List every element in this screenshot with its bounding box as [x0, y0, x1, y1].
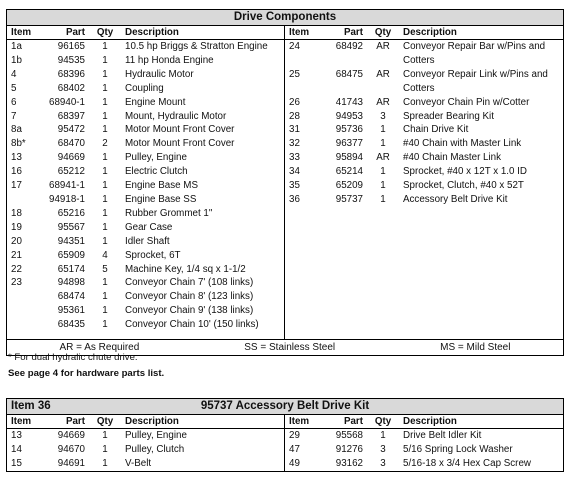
- description-cell: Sprocket, 6T: [125, 249, 181, 261]
- description-cell: Drive Belt Idler Kit: [403, 430, 482, 441]
- table-row: [7, 429, 284, 443]
- item-cell: 19: [11, 221, 22, 233]
- legend-ar: AR = As Required: [59, 342, 140, 353]
- description-cell: Gear Case: [125, 221, 173, 233]
- header-part: Part: [65, 27, 85, 38]
- drive-components-title: Drive Components: [7, 10, 563, 26]
- item-cell: 22: [11, 263, 22, 275]
- header-description: Description: [403, 416, 457, 427]
- qty-cell: 1: [102, 430, 108, 441]
- part-cell: 68402: [57, 82, 85, 94]
- qty-cell: 5: [102, 263, 108, 275]
- kit-title: 95737 Accessory Belt Drive Kit: [200, 400, 370, 412]
- description-cell: Conveyor Chain 9' (138 links): [125, 305, 254, 317]
- header-description: Description: [125, 27, 179, 38]
- description-cell: 5/16-18 x 3/4 Hex Cap Screw: [403, 457, 531, 469]
- description-cell: 11 hp Honda Engine: [125, 54, 214, 66]
- legend-ss: SS = Stainless Steel: [244, 342, 336, 353]
- description-cell: Hydraulic Motor: [125, 68, 194, 80]
- qty-cell: AR: [376, 41, 390, 52]
- item-cell: 5: [11, 82, 17, 94]
- part-cell: 65209: [335, 180, 363, 192]
- header-part: Part: [343, 27, 363, 38]
- qty-cell: 1: [380, 180, 386, 192]
- item-cell: 36: [289, 193, 300, 205]
- part-cell: 68435: [57, 319, 85, 331]
- table-row-continuation: [285, 54, 563, 68]
- description-cell: Chain Drive Kit: [403, 124, 469, 136]
- item-cell: 4: [11, 68, 17, 80]
- item-cell: 31: [289, 124, 300, 136]
- table-row: [285, 429, 563, 443]
- table-row: [285, 193, 563, 207]
- qty-cell: 1: [102, 96, 108, 108]
- item-cell: 18: [11, 207, 22, 219]
- header-qty: Qty: [96, 27, 114, 38]
- description-cell: 5/16 Spring Lock Washer: [403, 443, 513, 455]
- part-cell: 41743: [335, 96, 363, 108]
- table-row: [7, 82, 284, 96]
- description-cell: Spreader Bearing Kit: [403, 110, 494, 122]
- qty-cell: 1: [102, 54, 108, 66]
- description-cell: Conveyor Repair Link w/Pins and: [403, 68, 548, 80]
- description-cell: Engine Mount: [125, 96, 186, 108]
- item-cell: 28: [289, 110, 300, 122]
- header-item: Item: [11, 27, 32, 38]
- item-cell: 26: [289, 96, 300, 108]
- header-qty: Qty: [374, 27, 392, 38]
- part-cell: 94953: [335, 110, 363, 122]
- table-row: [285, 96, 563, 110]
- table-row: [7, 443, 284, 457]
- table-row: [7, 249, 284, 263]
- description-cell: Rubber Grommet 1": [125, 207, 213, 219]
- part-cell: 65174: [57, 263, 85, 275]
- hardware-note: See page 4 for hardware parts list.: [8, 368, 165, 379]
- drive-left-column: [7, 40, 285, 339]
- table-row: [285, 179, 563, 193]
- table-row-continuation: [285, 82, 563, 96]
- part-cell: 94669: [57, 152, 85, 164]
- kit-header-row: [7, 415, 563, 429]
- description-cell: #40 Chain Master Link: [403, 152, 502, 164]
- qty-cell: 1: [102, 68, 108, 80]
- qty-cell: 1: [102, 166, 108, 178]
- qty-cell: AR: [376, 152, 390, 164]
- item-cell: 15: [11, 457, 22, 469]
- part-cell: 68397: [57, 110, 85, 122]
- part-cell: 94351: [57, 235, 85, 247]
- part-cell: 91276: [335, 443, 363, 455]
- qty-cell: 1: [102, 319, 108, 331]
- table-row: [285, 165, 563, 179]
- item-cell: 6: [11, 96, 17, 108]
- part-cell: 94670: [57, 443, 85, 455]
- description-cell: Motor Mount Front Cover: [125, 124, 235, 136]
- kit-body: [7, 429, 563, 471]
- qty-cell: AR: [376, 68, 390, 80]
- qty-cell: 3: [380, 457, 386, 469]
- item-cell: 1a: [11, 41, 22, 52]
- table-row: [285, 443, 563, 457]
- qty-cell: 1: [102, 41, 108, 52]
- item-cell: 7: [11, 110, 17, 122]
- table-row: [7, 40, 284, 54]
- description-cell: Electric Clutch: [125, 166, 188, 178]
- description-cell: Idler Shaft: [125, 235, 170, 247]
- item-cell: 25: [289, 68, 300, 80]
- description-cell: Conveyor Repair Bar w/Pins and: [403, 41, 546, 52]
- description-cell: Pulley, Engine: [125, 430, 187, 441]
- kit-title-bar: [7, 399, 563, 415]
- drive-right-column: [285, 40, 563, 339]
- drive-header-row: [7, 26, 563, 40]
- qty-cell: 1: [102, 443, 108, 455]
- description-cell: Pulley, Clutch: [125, 443, 185, 455]
- legend-ms: MS = Mild Steel: [440, 342, 511, 353]
- table-row: [7, 179, 284, 193]
- description-cell: Mount, Hydraulic Motor: [125, 110, 227, 122]
- part-cell: 94691: [57, 457, 85, 469]
- table-row: [7, 457, 284, 471]
- kit-left-column: [7, 429, 285, 471]
- item-cell: 8a: [11, 124, 22, 136]
- description-cell: Conveyor Chain 7' (108 links): [125, 277, 254, 289]
- qty-cell: 1: [102, 110, 108, 122]
- item-cell: 29: [289, 430, 300, 441]
- description-cell: Machine Key, 1/4 sq x 1-1/2: [125, 263, 246, 275]
- header-qty: Qty: [96, 416, 114, 427]
- qty-cell: AR: [376, 96, 390, 108]
- table-row: [285, 123, 563, 137]
- item-cell: [7, 290, 45, 304]
- part-cell: 94898: [57, 277, 85, 289]
- description-cell: Sprocket, #40 x 12T x 1.0 ID: [403, 166, 527, 178]
- description-cell: Conveyor Chain 10' (150 links): [125, 319, 259, 331]
- part-cell: 94535: [57, 54, 85, 66]
- item-cell: 23: [11, 277, 22, 289]
- table-row: [7, 165, 284, 179]
- header-description: Description: [403, 27, 457, 38]
- table-row: [7, 151, 284, 165]
- qty-cell: 1: [102, 221, 108, 233]
- table-row: [285, 457, 563, 471]
- part-cell: 95737: [335, 193, 363, 205]
- item-cell: 17: [11, 180, 22, 192]
- description-cell: Cotters: [403, 54, 435, 66]
- part-cell: 94669: [57, 430, 85, 441]
- part-cell: 68475: [335, 68, 363, 80]
- item-cell: 34: [289, 166, 300, 178]
- description-cell: Engine Base MS: [125, 180, 198, 192]
- qty-cell: 3: [380, 110, 386, 122]
- description-cell: #40 Chain with Master Link: [403, 138, 522, 150]
- description-cell: Engine Base SS: [125, 193, 197, 205]
- part-cell: 65909: [57, 249, 85, 261]
- description-cell: V-Belt: [125, 457, 152, 469]
- qty-cell: 1: [102, 180, 108, 192]
- item-cell: 14: [11, 443, 22, 455]
- qty-cell: 1: [102, 193, 108, 205]
- part-cell: 93162: [335, 457, 363, 469]
- table-row: [7, 123, 284, 137]
- item-cell: 8b*: [11, 138, 26, 150]
- qty-cell: 1: [102, 235, 108, 247]
- part-cell: 95472: [57, 124, 85, 136]
- item-cell: 1b: [11, 54, 22, 66]
- table-row: [285, 151, 563, 165]
- item-cell: 16: [11, 166, 22, 178]
- table-row: [7, 137, 284, 151]
- description-cell: Conveyor Chain Pin w/Cotter: [403, 96, 530, 108]
- part-cell: 95736: [335, 124, 363, 136]
- item-cell: 21: [11, 249, 22, 261]
- part-cell: 96165: [57, 41, 85, 52]
- qty-cell: 1: [102, 207, 108, 219]
- qty-cell: 3: [380, 443, 386, 455]
- part-cell: 68941-1: [49, 180, 85, 192]
- item-cell: [7, 193, 45, 207]
- qty-cell: 1: [102, 152, 108, 164]
- header-description: Description: [125, 416, 179, 427]
- table-row: [7, 318, 284, 332]
- part-cell: 65212: [57, 166, 85, 178]
- item-cell: 32: [289, 138, 300, 150]
- description-cell: Accessory Belt Drive Kit: [403, 193, 508, 205]
- description-cell: Coupling: [125, 82, 164, 94]
- table-row: [7, 276, 284, 290]
- table-row: [285, 40, 563, 54]
- part-cell: 94918-1: [49, 193, 85, 205]
- qty-cell: 1: [380, 166, 386, 178]
- qty-cell: 1: [102, 82, 108, 94]
- qty-cell: 1: [102, 457, 108, 469]
- kit-item-label: Item 36: [11, 400, 51, 412]
- part-cell: 68474: [57, 291, 85, 303]
- part-cell: 68492: [335, 41, 363, 52]
- table-row: [7, 193, 284, 207]
- part-cell: 65216: [57, 207, 85, 219]
- qty-cell: 4: [102, 249, 108, 261]
- part-cell: 95567: [57, 221, 85, 233]
- item-cell: 13: [11, 152, 22, 164]
- table-row: [7, 263, 284, 277]
- qty-cell: 1: [102, 291, 108, 303]
- qty-cell: 1: [380, 193, 386, 205]
- qty-cell: 1: [102, 124, 108, 136]
- item-cell: 35: [289, 180, 300, 192]
- qty-cell: 1: [102, 277, 108, 289]
- item-cell: 49: [289, 457, 300, 469]
- item-cell: [7, 318, 45, 332]
- part-cell: 96377: [335, 138, 363, 150]
- table-row: [7, 221, 284, 235]
- part-cell: 95894: [335, 152, 363, 164]
- table-row: [285, 110, 563, 124]
- part-cell: 68470: [57, 138, 85, 150]
- accessory-kit-table: [6, 398, 564, 472]
- part-cell: 68940-1: [49, 96, 85, 108]
- header-qty: Qty: [374, 416, 392, 427]
- table-row: [7, 54, 284, 68]
- drive-body: [7, 40, 563, 339]
- description-cell: Conveyor Chain 8' (123 links): [125, 291, 254, 303]
- qty-cell: 1: [380, 138, 386, 150]
- item-cell: 13: [11, 430, 22, 441]
- qty-cell: 1: [380, 430, 386, 441]
- table-row: [7, 304, 284, 318]
- item-cell: 20: [11, 235, 22, 247]
- qty-cell: 2: [102, 138, 108, 150]
- table-row: [7, 96, 284, 110]
- table-row: [285, 137, 563, 151]
- description-cell: Sprocket, Clutch, #40 x 52T: [403, 180, 524, 192]
- table-row: [7, 235, 284, 249]
- item-cell: 47: [289, 443, 300, 455]
- part-cell: 95361: [57, 305, 85, 317]
- part-cell: 68396: [57, 68, 85, 80]
- header-part: Part: [65, 416, 85, 427]
- header-item: Item: [289, 416, 310, 427]
- part-cell: 65214: [335, 166, 363, 178]
- description-cell: Pulley, Engine: [125, 152, 187, 164]
- item-cell: [7, 304, 45, 318]
- item-cell: 24: [289, 41, 300, 52]
- table-row: [7, 110, 284, 124]
- table-row: [7, 207, 284, 221]
- description-cell: 10.5 hp Briggs & Stratton Engine: [125, 41, 268, 52]
- table-row: [7, 68, 284, 82]
- header-item: Item: [11, 416, 32, 427]
- kit-right-column: [285, 429, 563, 471]
- qty-cell: 1: [102, 305, 108, 317]
- drive-components-table: [6, 9, 564, 356]
- description-cell: Motor Mount Front Cover: [125, 138, 235, 150]
- table-row: [7, 290, 284, 304]
- qty-cell: 1: [380, 124, 386, 136]
- footnote: * For dual hydralic chute drive.: [8, 352, 138, 363]
- part-cell: 95568: [335, 430, 363, 441]
- description-cell: Cotters: [403, 82, 435, 94]
- table-row: [285, 68, 563, 82]
- item-cell: 33: [289, 152, 300, 164]
- header-part: Part: [343, 416, 363, 427]
- header-item: Item: [289, 27, 310, 38]
